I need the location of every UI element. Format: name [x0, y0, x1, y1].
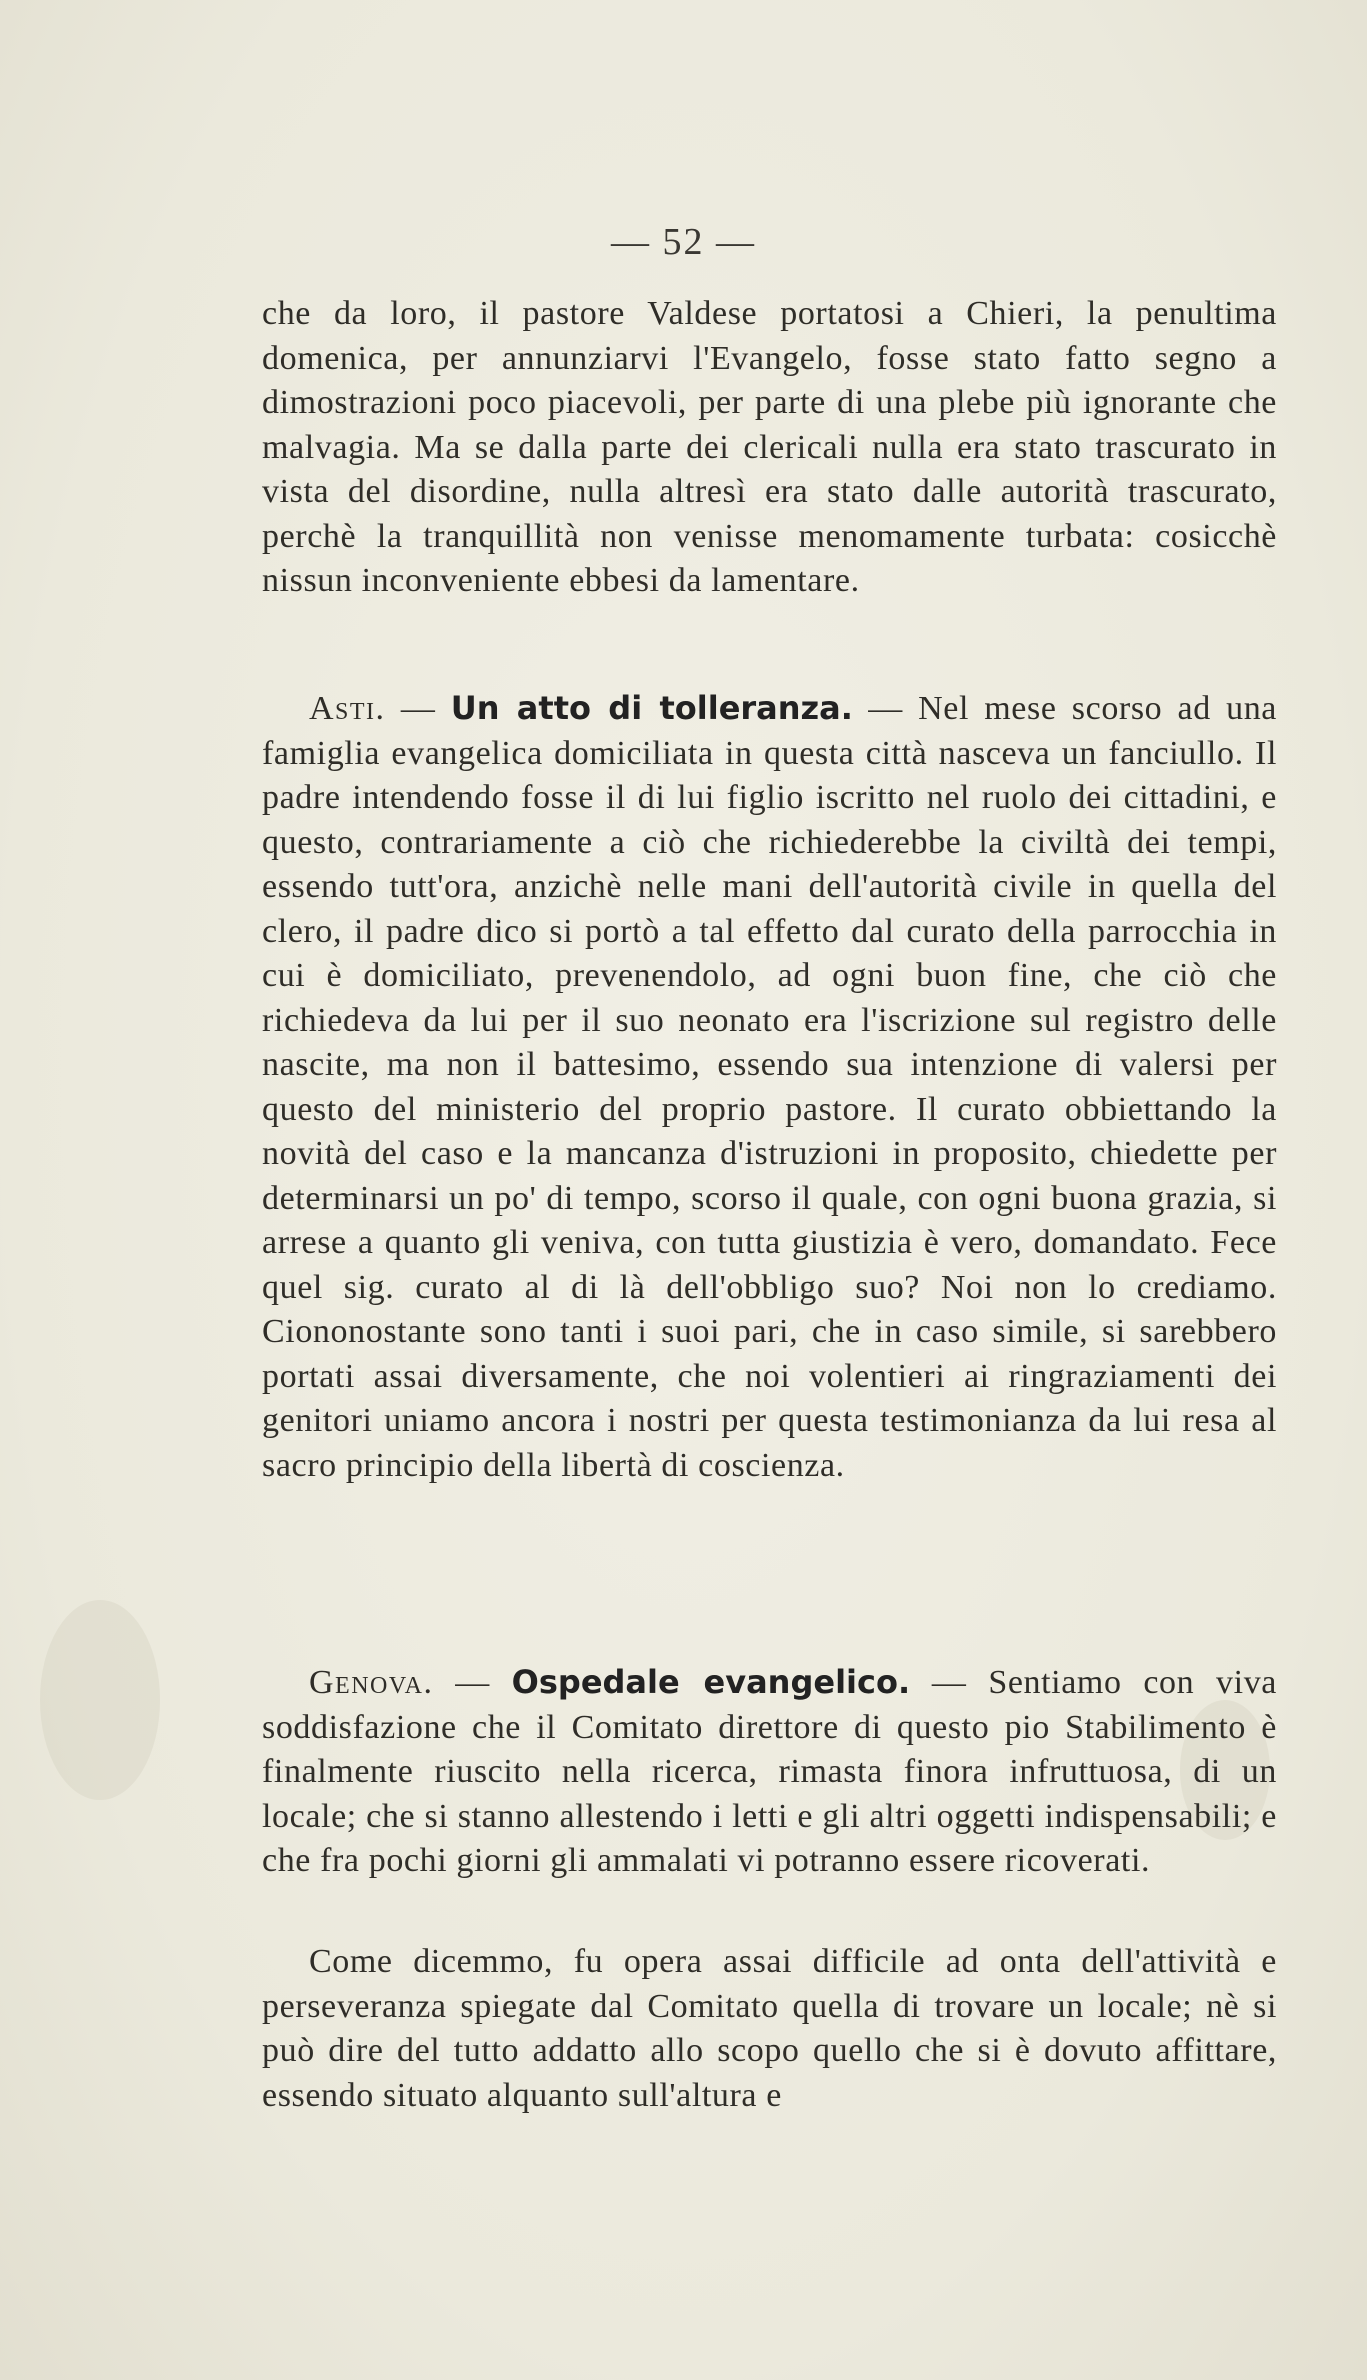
paragraph-body: Nel mese scorso ad una famiglia evangelica domiciliata in questa città nasceva un fanciullo. Il padre intendendo fosse il di lui figlio iscritto nel ruolo dei cittadini, e questo, contrariamente a ciò che richiederebbe la civiltà dei tempi, essendo tutt'ora, anzichè nelle mani dell'autorità civile in quella del clero, il padre dico si portò a tal effetto dal curato della parrocchia in cui è domiciliato, prevenendolo, ad ogni buon fine, che ciò che richiedeva da lui per il suo neonato era l'iscrizione sul registro delle nascite, ma non il battesimo, essendo sua intenzione di valersi per questo del ministerio del proprio pastore. Il curato obbiettando la novità del caso e la mancanza d'istruzioni in proposito, chiedette per determinarsi un po' di tempo, scorso il quale, con ogni buona grazia, si arrese a quanto gli veniva, con tutta giustizia è vero, domandato. Fece quel sig. curato al di là dell'obbligo suo? Noi non lo crediamo. Ciononostante sono tanti i suoi pari, che in caso simile, si sarebbero portati assai diversamente, che noi volentieri ai ringraziamenti dei genitori uniamo ancora i nostri per questa testimonianza da lui resa al sacro principio della libertà di coscienza.: [262, 690, 1277, 1484]
dash: —: [852, 690, 919, 727]
dash: —: [385, 690, 451, 727]
place-name: Genova.: [309, 1664, 434, 1701]
paragraph-ospedale-locale: Come dicemmo, fu opera assai difficile ad onta dell'attività e perseveranza spiegate dal Comitato quella di trovare un locale; nè si può dire del tutto addatto allo scopo quello che si è dovuto affittare, essendo situato alquanto sull'altura e: [262, 1943, 1277, 2114]
place-name: Asti.: [309, 690, 386, 727]
paper-stain: [40, 1600, 160, 1800]
section-heading: Ospedale evangelico.: [511, 1663, 911, 1701]
dash: —: [910, 1664, 989, 1701]
paragraph-asti: [262, 686, 1277, 1488]
page-number: — 52 —: [611, 221, 756, 263]
paragraph-body: Sentiamo con viva soddisfazione che il Comitato direttore di questo pio Stabilimento è finalmente riuscito nella ricerca, rimasta finora infruttuosa, di un locale; che si stanno allestendo i letti e gli altri oggetti indispensabili; e che fra pochi giorni gli ammalati vi potranno essere ricoverati.: [262, 1664, 1277, 1879]
paragraph-genova: [262, 1660, 1277, 1884]
paragraph-chieri: che da loro, il pastore Valdese portatosi a Chieri, la penultima domenica, per annunziarvi l'Evangelo, fosse stato fatto segno a dimostrazioni poco piacevoli, per parte di una plebe più ignorante che malvagia. Ma se dalla parte dei clericali nulla era stato trascurato in vista del disordine, nulla altresì era stato dalle autorità trascurato, perchè la tranquillità non venisse menomamente turbata: cosicchè nissun inconveniente ebbesi da lamentare.: [262, 295, 1277, 599]
section-heading: Un atto di tolleranza.: [450, 689, 853, 727]
dash: —: [433, 1664, 512, 1701]
